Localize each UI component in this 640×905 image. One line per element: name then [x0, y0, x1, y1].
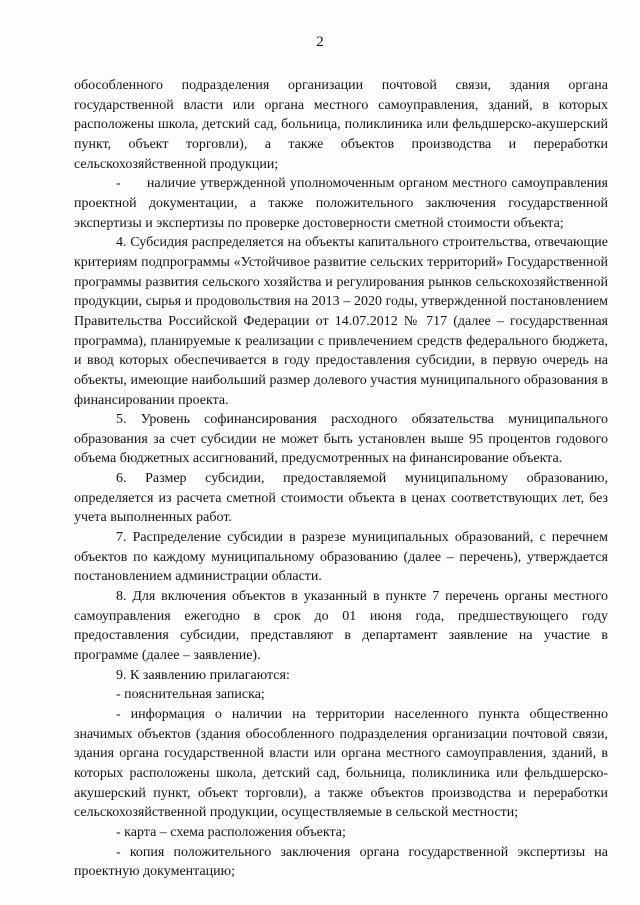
paragraph-8: 8. Для включения объектов в указанный в пункте 7 перечень органы местного самоуправления ежегодно в срок до 01 июня года, предшествующего году предоставления субсидии, представляют в департамент заявление на участие в программе (далее – заявление). [74, 589, 608, 664]
paragraph-9: 9. К заявлению прилагаются: [116, 667, 290, 683]
paragraph-approved-documentation: - наличие утвержденной уполномоченным органом местного самоуправления проектной документации, а также положительного заключения государственной экспертизы и экспертизы по проверке достоверности сметной стоимости объекта; [74, 176, 608, 231]
paragraph-5: 5. Уровень софинансирования расходного обязательства муниципального образования за счет субсидии не может быть установлен выше 95 процентов годового объема бюджетных ассигнований, предусмотренных на финансирование объекта. [74, 412, 608, 467]
paragraph-7: 7. Распределение субсидии в разрезе муниципальных образований, с перечнем объектов по каждому муниципальному образованию (далее – перечень), утверждается постановлением администрации области. [74, 530, 608, 585]
list-item-location-map: - карта – схема расположения объекта; [116, 824, 346, 840]
paragraph-continuation: обособленного подразделения организации почтовой связи, здания органа государственной власти или органа местного самоуправления, зданий, в которых расположены школа, детский сад, больница, поликлиника или фельдшерско-акушерский пункт, объект торговли), а также объектов производства и переработки сельскохозяйственной продукции; [74, 78, 608, 172]
list-item-expertise-copy: - копия положительного заключения органа государственной экспертизы на проектную документацию; [74, 844, 608, 880]
paragraph-6: 6. Размер субсидии, предоставляемой муниципальному образованию, определяется из расчета сметной стоимости объекта в ценах соответствующих лет, без учета выполненных работ. [74, 471, 608, 526]
document-body [74, 76, 608, 882]
paragraph-4: 4. Субсидия распределяется на объекты капитального строительства, отвечающие критериям подпрограммы «Устойчивое развитие сельских территорий» Государственной программы развития сельского хозяйства и регулирования рынков сельскохозяйственной продукции, сырья и продовольствия на 2013 – 2020 годы, утвержденной постановлением Правительства Российской Федерации от 14.07.2012 № 717 (далее – государственная программа), планируемые к реализации с привлечением средств федерального бюджета, и ввод которых обеспечивается в году предоставления субсидии, в первую очередь на объекты, имеющие наибольший размер долевого участия муниципального образования в финансировании проекта. [74, 235, 608, 408]
page-number: 2 [316, 34, 324, 50]
list-item-social-objects-info: - информация о наличии на территории населенного пункта общественно значимых объектов (здания обособленного подразделения организации почтовой связи, здания органа государственной власти или органа местного самоуправления, зданий, в которых расположены школа, детский сад, больница, поликлиника или фельдшерско-акушерский пункт, объект торговли), а также объектов производства и переработки сельскохозяйственной продукции, осуществляемые в сельской местности; [74, 707, 608, 821]
list-item-explanatory-note: - пояснительная записка; [116, 687, 265, 703]
